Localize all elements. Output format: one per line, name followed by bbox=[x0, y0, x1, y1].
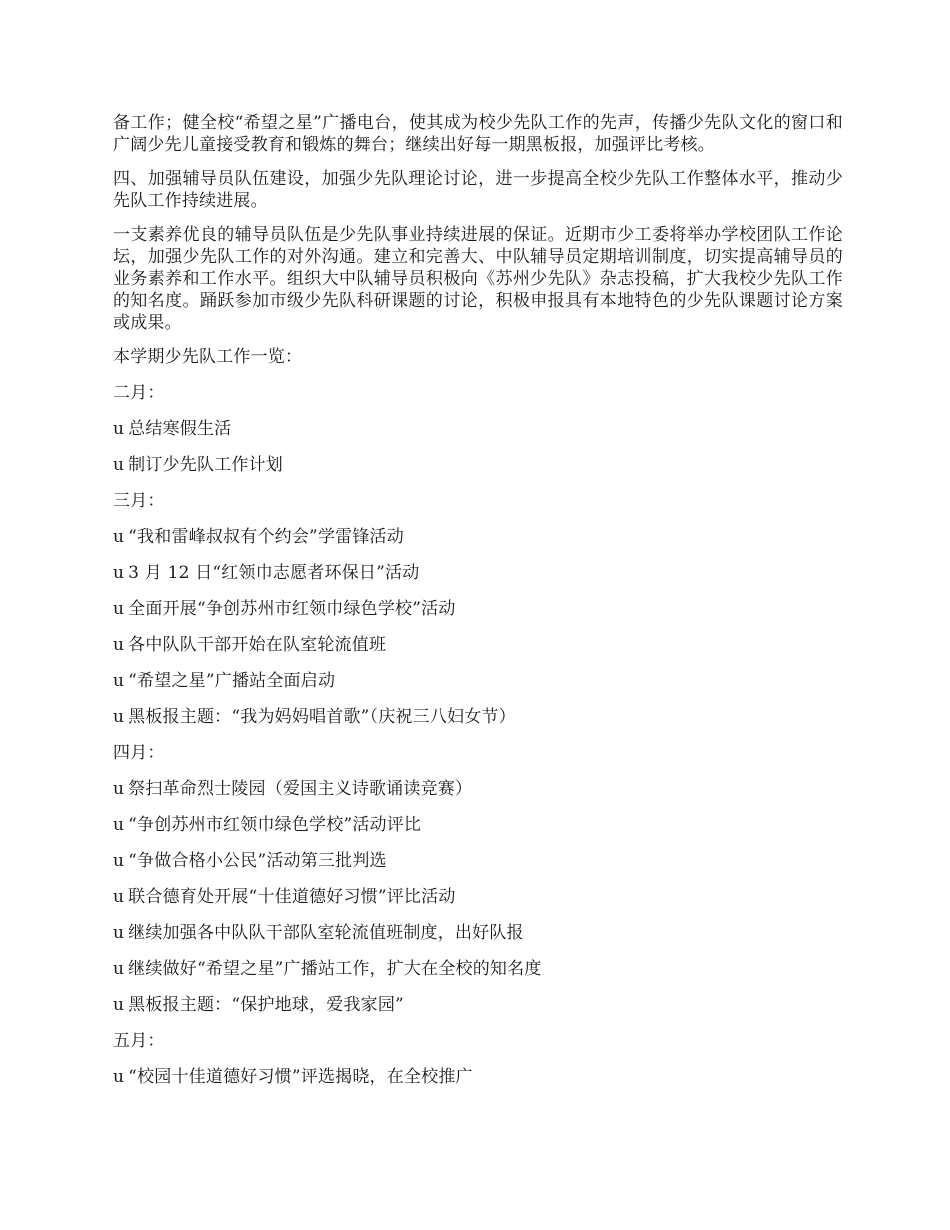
list-item bbox=[113, 814, 843, 836]
bullet-marker: u bbox=[113, 923, 125, 943]
list-item bbox=[113, 1066, 843, 1088]
list-item bbox=[113, 598, 843, 620]
paragraph-section-four-body: 一支素养优良的辅导员队伍是少先队事业持续进展的保证。近期市少工委将举办学校团队工作论坛，加强少先队工作的对外沟通。建立和完善大、中队辅导员定期培训制度，切实提高辅导员的业务素养和工作水平。组织大中队辅导员积极向《苏州少先队》杂志投稿，扩大我校少先队工作的知名度。踊跃参加市级少先队科研课题的讨论，积极申报具有本地特色的少先队课题讨论方案或成果。 bbox=[113, 225, 843, 333]
document-page bbox=[113, 112, 843, 1102]
bullet-marker: u bbox=[113, 779, 125, 799]
list-item-text: “校园十佳道德好习惯”评选揭晓，在全校推广 bbox=[128, 1067, 473, 1087]
bullet-marker: u bbox=[113, 1067, 125, 1087]
bullet-marker: u bbox=[113, 959, 125, 979]
list-item-text: 全面开展“争创苏州市红领巾绿色学校”活动 bbox=[128, 599, 456, 619]
bullet-marker: u bbox=[113, 635, 125, 655]
bullet-marker: u bbox=[113, 707, 125, 727]
bullet-marker: u bbox=[113, 671, 125, 691]
list-item bbox=[113, 454, 843, 476]
paragraph-section-four-heading: 四、加强辅导员队伍建设，加强少先队理论讨论，进一步提高全校少先队工作整体水平，推动少先队工作持续进展。 bbox=[113, 169, 843, 211]
bullet-marker: u bbox=[113, 455, 125, 475]
list-item bbox=[113, 922, 843, 944]
list-item bbox=[113, 850, 843, 872]
list-item bbox=[113, 994, 843, 1016]
month-label: 四月： bbox=[113, 743, 165, 763]
list-item-text: 继续做好“希望之星”广播站工作，扩大在全校的知名度 bbox=[128, 959, 542, 979]
list-item-text: 黑板报主题：“我为妈妈唱首歌”（庆祝三八妇女节） bbox=[128, 707, 516, 727]
list-item-text: 联合德育处开展“十佳道德好习惯”评比活动 bbox=[128, 887, 456, 907]
list-item-text: “争创苏州市红领巾绿色学校”活动评比 bbox=[128, 815, 422, 835]
bullet-marker: u bbox=[113, 599, 125, 619]
list-item bbox=[113, 706, 843, 728]
list-item bbox=[113, 562, 843, 584]
list-item bbox=[113, 418, 843, 440]
list-item-text: “希望之星”广播站全面启动 bbox=[128, 671, 336, 691]
month-label: 二月： bbox=[113, 383, 165, 403]
paragraph-intro: 备工作；健全校“希望之星”广播电台，使其成为校少先队工作的先声，传播少先队文化的窗口和广阔少先儿童接受教育和锻炼的舞台；继续出好每一期黑板报，加强评比考核。 bbox=[113, 113, 843, 155]
list-item bbox=[113, 526, 843, 548]
bullet-marker: u bbox=[113, 563, 125, 583]
list-item-text: 黑板报主题：“保护地球，爱我家园” bbox=[128, 995, 404, 1015]
bullet-marker: u bbox=[113, 995, 125, 1015]
month-list bbox=[113, 382, 843, 1088]
bullet-marker: u bbox=[113, 419, 125, 439]
month-label: 五月： bbox=[113, 1031, 165, 1051]
list-item-text: 制订少先队工作计划 bbox=[128, 455, 283, 475]
list-item bbox=[113, 634, 843, 656]
list-item bbox=[113, 778, 843, 800]
list-item bbox=[113, 886, 843, 908]
list-item-text: 祭扫革命烈士陵园（爱国主义诗歌诵读竞赛） bbox=[128, 779, 473, 799]
overview-title: 本学期少先队工作一览： bbox=[113, 347, 303, 367]
list-item-text: “我和雷峰叔叔有个约会”学雷锋活动 bbox=[128, 527, 404, 547]
bullet-marker: u bbox=[113, 815, 125, 835]
bullet-marker: u bbox=[113, 851, 125, 871]
list-item-text: 各中队队干部开始在队室轮流值班 bbox=[128, 635, 387, 655]
bullet-marker: u bbox=[113, 527, 125, 547]
list-item-text: 继续加强各中队队干部队室轮流值班制度，出好队报 bbox=[128, 923, 524, 943]
list-item-text: 3 月 12 日“红领巾志愿者环保日”活动 bbox=[128, 563, 420, 583]
bullet-marker: u bbox=[113, 887, 125, 907]
list-item-text: “争做合格小公民”活动第三批判选 bbox=[128, 851, 387, 871]
month-label: 三月： bbox=[113, 491, 165, 511]
list-item bbox=[113, 670, 843, 692]
list-item-text: 总结寒假生活 bbox=[128, 419, 232, 439]
list-item bbox=[113, 958, 843, 980]
